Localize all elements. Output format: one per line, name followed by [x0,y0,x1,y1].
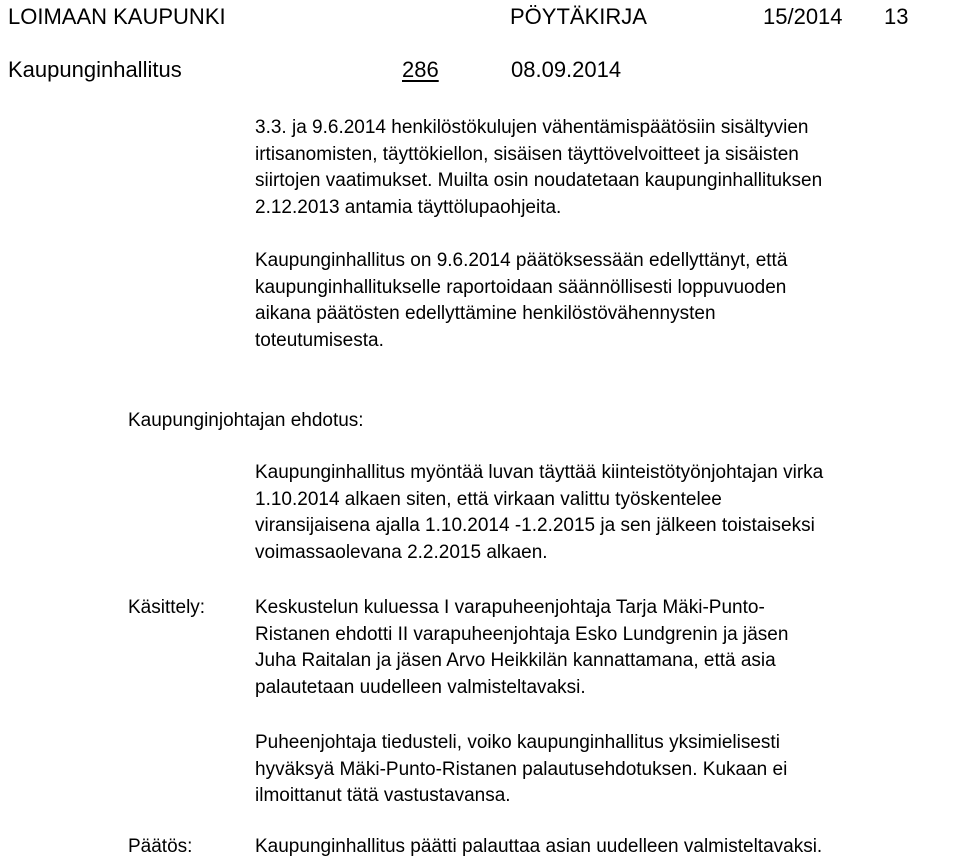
text-line: ilmoittanut tätä vastustavansa. [255,785,511,806]
meeting-body: Kaupunginhallitus [8,57,182,82]
intro-paragraph [255,115,822,221]
handling-paragraph-1 [255,595,788,701]
text-line: palautetaan uudelleen valmisteltavaksi. [255,676,586,698]
text-line: 3.3. ja 9.6.2014 henkilöstökulujen vähentämispäätösiin sisältyvien [255,117,809,138]
text-line: kaupunginhallitukselle raportoidaan säännöllisesti loppuvuoden [255,276,787,298]
handling-label: Käsittely: [128,597,206,618]
text-line: irtisanomisten, täyttökiellon, sisäisen täyttövelvoitteet ja sisäisten [255,143,799,165]
text-line: Keskustelun kuluessa I varapuheenjohtaja Tarja Mäki-Punto- [255,597,765,618]
meeting-date: 08.09.2014 [511,57,622,82]
decision-background-paragraph [255,248,787,354]
text-line: aikana päätösten edellyttämine henkilöstövähennysten [255,303,716,324]
handling-paragraph-2 [255,730,787,810]
protocol-number: 15/2014 [763,4,843,29]
document-type: PÖYTÄKIRJA [510,4,647,29]
text-line: Ristanen ehdotti II varapuheenjohtaja Esko Lundgrenin ja jäsen [255,623,789,645]
text-line: Juha Raitalan ja jäsen Arvo Heikkilän kannattamana, että asia [255,650,776,671]
organization-name: LOIMAAN KAUPUNKI [8,4,226,29]
decision-label: Päätös: [128,836,193,857]
text-line: Kaupunginhallitus myöntää luvan täyttää kiinteistötyönjohtajan virka [255,462,824,483]
text-line: toteutumisesta. [255,329,384,351]
text-line: 2.12.2013 antamia täyttölupaohjeita. [255,196,562,218]
decision-text: Kaupunginhallitus päätti palauttaa asian uudelleen valmisteltavaksi. [255,836,823,857]
page-number: 13 [884,4,909,29]
text-line: viransijaisena ajalla 1.10.2014 -1.2.2015 ja sen jälkeen toistaiseksi [255,515,815,536]
text-line: siirtojen vaatimukset. Muilta osin noudatetaan kaupunginhallituksen [255,170,823,191]
proposal-text [255,460,823,566]
text-line: 1.10.2014 alkaen siten, että virkaan valittu työskentelee [255,488,722,510]
section-number: 286 [402,57,439,82]
text-line: voimassaolevana 2.2.2015 alkaen. [255,541,548,563]
text-line: hyväksyä Mäki-Punto-Ristanen palautusehdotuksen. Kukaan ei [255,758,788,780]
proposal-label: Kaupunginjohtajan ehdotus: [128,410,364,431]
text-line: Puheenjohtaja tiedusteli, voiko kaupunginhallitus yksimielisesti [255,732,780,753]
text-line: Kaupunginhallitus on 9.6.2014 päätöksessään edellyttänyt, että [255,250,788,271]
